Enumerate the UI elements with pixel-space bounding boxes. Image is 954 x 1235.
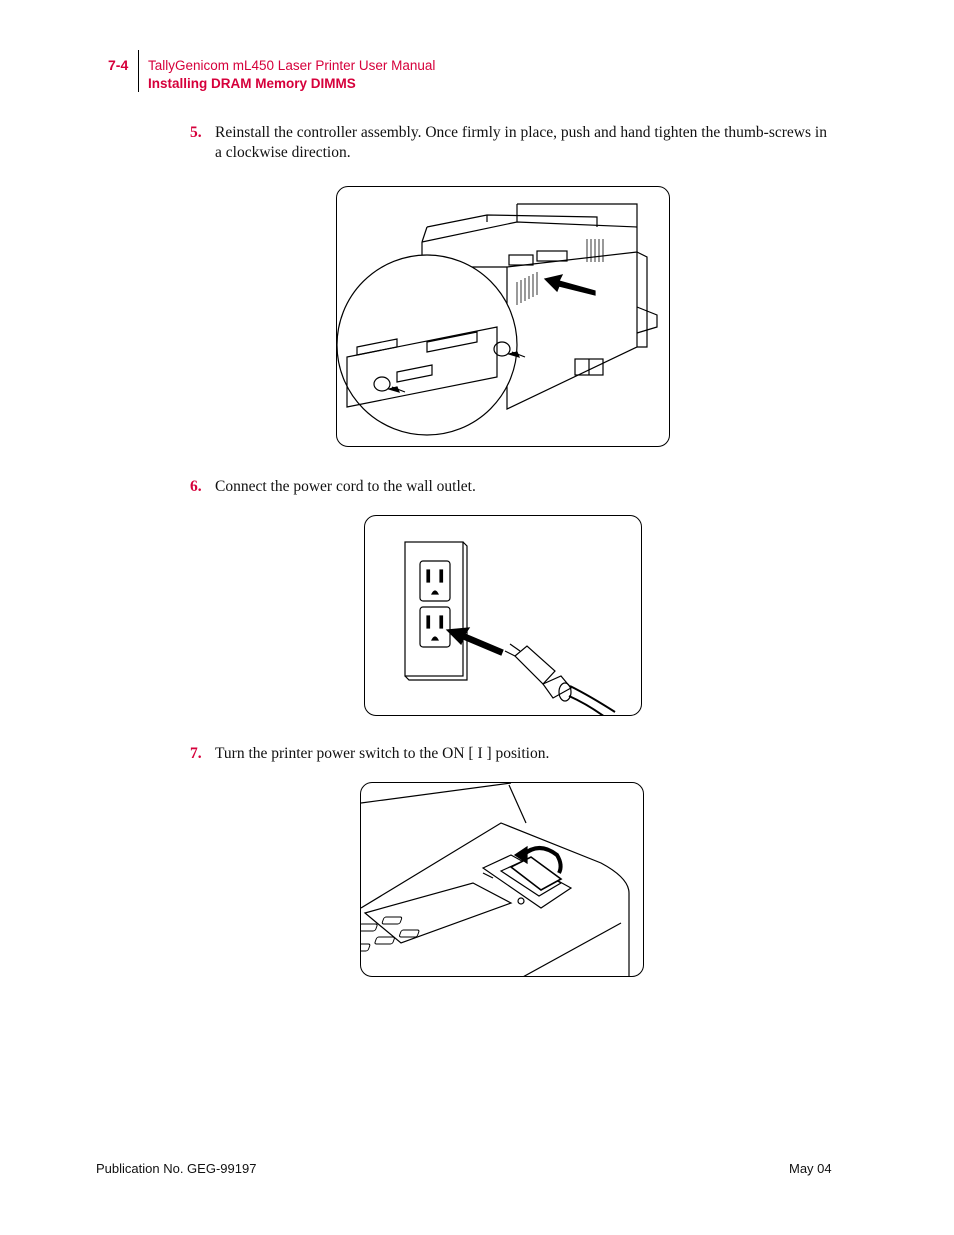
manual-title: TallyGenicom mL450 Laser Printer User Manual [148,58,436,73]
outlet-illustration [365,516,642,716]
power-outlet-figure [364,515,642,716]
page-number: 7-4 [108,57,129,73]
power-switch-figure [360,782,644,977]
publication-number: Publication No. GEG-99197 [96,1161,257,1176]
publication-date: May 04 [789,1161,832,1176]
controller-install-figure [336,186,670,447]
step-5 [190,123,830,163]
header-divider [138,50,139,92]
step-text: Connect the power cord to the wall outlet. [215,478,476,495]
step-number: 6. [190,478,202,495]
switch-illustration [361,783,644,977]
step-text: Reinstall the controller assembly. Once firmly in place, push and hand tighten the thumb-screws in a clockwise direction. [215,124,827,161]
printer-illustration [337,187,670,447]
step-7 [190,744,830,764]
step-text: Turn the printer power switch to the ON [ I ] position. [215,745,550,762]
step-number: 5. [190,124,202,141]
step-number: 7. [190,745,202,762]
step-6 [190,477,830,497]
section-title: Installing DRAM Memory DIMMS [148,76,356,91]
